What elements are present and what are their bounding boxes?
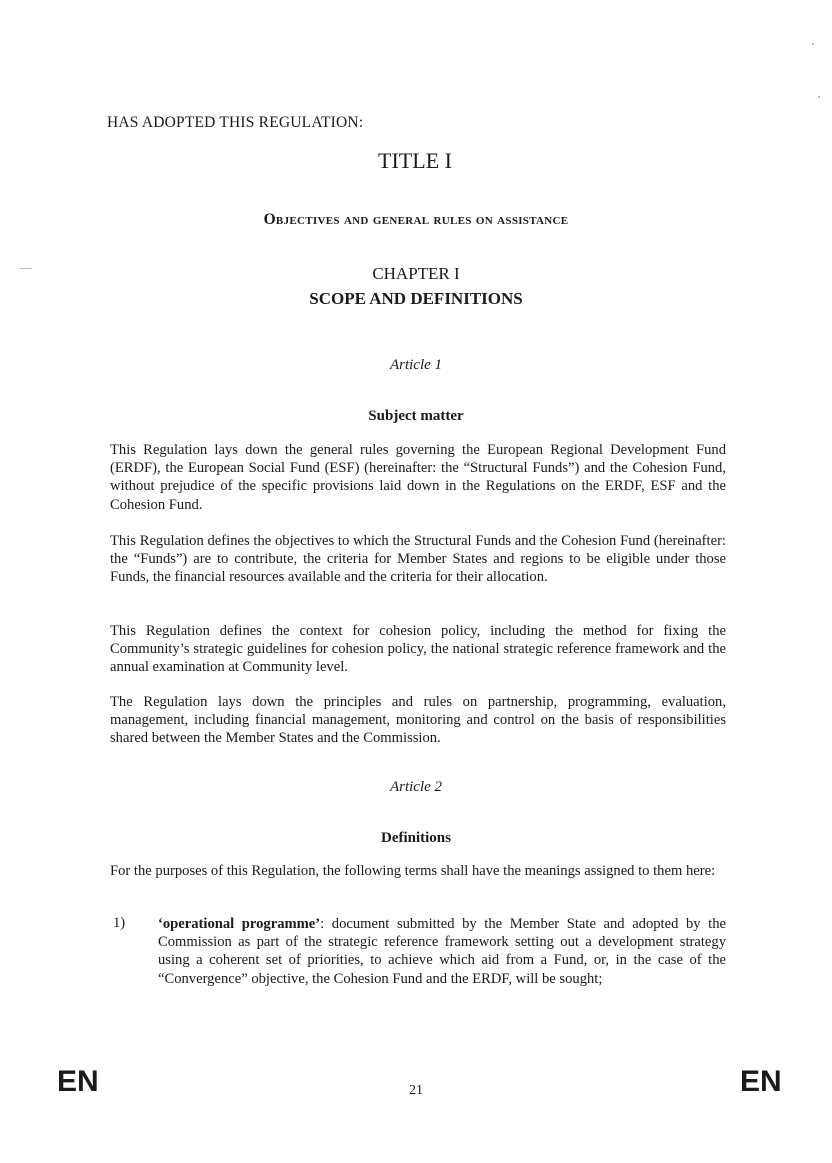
chapter-label: CHAPTER I xyxy=(372,264,460,283)
article-1-paragraph-4: The Regulation lays down the principles and rules on partnership, programming, evaluation, management, including financial management, monitoring and control on the basis of responsibilities shared between the Member States and the Commission. xyxy=(110,694,726,747)
definition-term: ‘operational programme’ xyxy=(158,916,321,932)
scan-mark xyxy=(20,268,32,269)
article-1-paragraph-2: This Regulation defines the objectives to which the Structural Funds and the Cohesion Fund (hereinafter: the “Funds”) are to contribute, the criteria for Member States and regions to be eligible under those Funds, the financial resources available and the criteria for their allocation. xyxy=(110,533,726,586)
article-1-heading: Subject matter xyxy=(368,408,464,424)
page-number: 21 xyxy=(409,1083,423,1098)
footer-language-left: EN xyxy=(57,1065,99,1098)
objectives-heading xyxy=(0,211,832,229)
footer-language-right: EN xyxy=(740,1065,782,1098)
definition-text: : document submitted by the Member State and adopted by the Commission as part of the strategic reference framework setting out a development strategy using a coherent set of priorities, to achieve which aid from a Fund, or, in the case of the “Convergence” objective, the Cohesion Fund and the ERDF, will be sought; xyxy=(158,916,726,987)
article-1-paragraph-3: This Regulation defines the context for cohesion policy, including the method for fixing the Community’s strategic guidelines for cohesion policy, the national strategic reference framework and the annual examination at Community level. xyxy=(110,623,726,676)
article-2-heading: Definitions xyxy=(380,830,451,846)
title-label: TITLE I xyxy=(378,148,452,173)
chapter-name: SCOPE AND DEFINITIONS xyxy=(309,289,523,308)
article-1-label: Article 1 xyxy=(389,357,443,373)
scan-mark xyxy=(818,96,820,98)
definition-item xyxy=(158,915,726,988)
adoption-statement: HAS ADOPTED THIS REGULATION: xyxy=(107,114,364,131)
article-2-label: Article 2 xyxy=(389,779,443,795)
article-1-paragraph-1: This Regulation lays down the general rules governing the European Regional Development Fund (ERDF), the European Social Fund (ESF) (hereinafter: the “Structural Funds”) and the Cohesion Fund, without prejudice of the specific provisions laid down in the Regulations on the ERDF, ESF and the Cohesion Fund. xyxy=(110,442,726,513)
objectives-heading-text: Objectives and general rules on assistance xyxy=(263,211,569,228)
definition-item-number: 1) xyxy=(113,915,126,931)
article-2-intro: For the purposes of this Regulation, the following terms shall have the meanings assigned to them here: xyxy=(110,863,716,879)
title-heading xyxy=(0,148,832,174)
scan-mark xyxy=(812,43,814,45)
